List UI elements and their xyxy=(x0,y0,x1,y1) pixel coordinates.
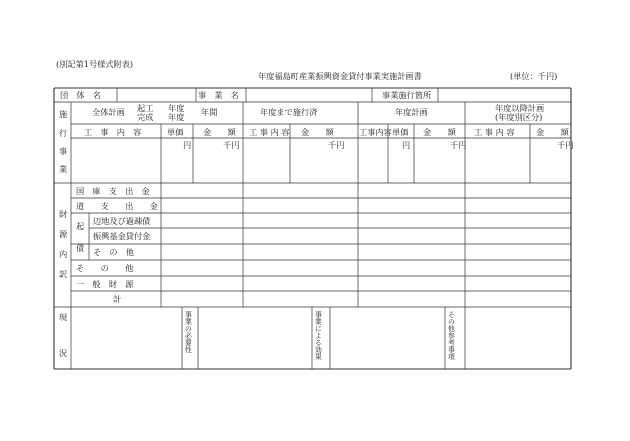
overall-plan-label: 全体計画 xyxy=(92,107,125,117)
group-name-label: 団 体 名 xyxy=(60,90,101,100)
prefecture-subsidy-label: 道 支 出 金 xyxy=(76,201,158,211)
unit-label: (単位：千円) xyxy=(510,71,558,81)
current-year-label: 年度計画 xyxy=(395,107,428,117)
year-label-bottom: 年度 xyxy=(168,112,185,122)
status-char-1: 現 xyxy=(59,312,68,322)
work-detail-header-3: 工事内容 xyxy=(359,127,392,137)
promotion-loan-label: 振興基金貸付金 xyxy=(93,231,151,241)
side-label-funding-2: 源 xyxy=(59,229,68,239)
reference-label: その他参考事項 xyxy=(447,311,456,360)
work-detail-header-4: 工 事 内 容 xyxy=(474,127,515,137)
side-label-execution-3: 事 xyxy=(59,146,68,156)
bond-other-label: そ の 他 xyxy=(93,247,134,257)
amount-header-3: 金 額 xyxy=(423,127,456,137)
side-label-execution-1: 施 xyxy=(59,109,68,119)
executed-label: 年度まで施行済 xyxy=(260,107,318,117)
side-label-funding-1: 財 xyxy=(59,209,68,219)
amount-header-2: 金 額 xyxy=(301,127,334,137)
side-label-funding-4: 訳 xyxy=(59,269,68,279)
yen-mark-2: 円 xyxy=(402,140,411,150)
general-funds-label: 一 般 財 源 xyxy=(76,279,134,289)
effect-label: 事業による効果 xyxy=(314,311,323,360)
yen-mark-1: 円 xyxy=(183,140,192,150)
form-title: 年度福島町産業振興資金貸付事業実施計画書 xyxy=(258,71,422,81)
thousand-yen-mark-1: 千円 xyxy=(223,140,240,150)
necessity-label: 事業の必要性 xyxy=(184,311,193,353)
bond-char-1: 起 xyxy=(76,221,85,231)
annex-label: (別記第1号様式附表) xyxy=(56,59,134,69)
start-label: 起工 xyxy=(137,103,154,113)
work-detail-header: 工 事 内 容 xyxy=(84,127,142,137)
status-char-2: 況 xyxy=(59,348,68,358)
side-label-execution-2: 行 xyxy=(59,128,68,138)
duration-label: 年間 xyxy=(201,107,218,117)
complete-label: 完成 xyxy=(137,112,154,122)
amount-header: 金 額 xyxy=(203,127,236,137)
amount-header-4: 金 額 xyxy=(536,127,569,137)
bond-char-2: 債 xyxy=(76,243,85,253)
side-label-execution-4: 業 xyxy=(59,164,68,174)
unit-price-header: 単価 xyxy=(167,127,184,137)
year-label-top: 年度 xyxy=(168,103,185,113)
side-label-funding-3: 内 xyxy=(59,249,68,259)
after-plan-sub-label: (年度別区分) xyxy=(495,112,543,122)
thousand-yen-mark-4: 千円 xyxy=(557,140,574,150)
total-label: 計 xyxy=(113,294,122,304)
thousand-yen-mark-2: 千円 xyxy=(328,140,345,150)
project-site-label: 事業施行箇所 xyxy=(382,90,432,100)
other-label: そ の 他 xyxy=(76,263,134,273)
national-subsidy-label: 国 庫 支 出 金 xyxy=(76,186,150,196)
after-plan-label: 年度以降計画 xyxy=(495,103,545,113)
thousand-yen-mark-3: 千円 xyxy=(450,140,467,150)
work-detail-header-2: 工 事 内 容 xyxy=(249,127,290,137)
unit-price-header-2: 単価 xyxy=(392,127,409,137)
remote-bond-label: 辺地及び過疎債 xyxy=(93,216,151,226)
project-name-label: 事 業 名 xyxy=(198,90,239,100)
